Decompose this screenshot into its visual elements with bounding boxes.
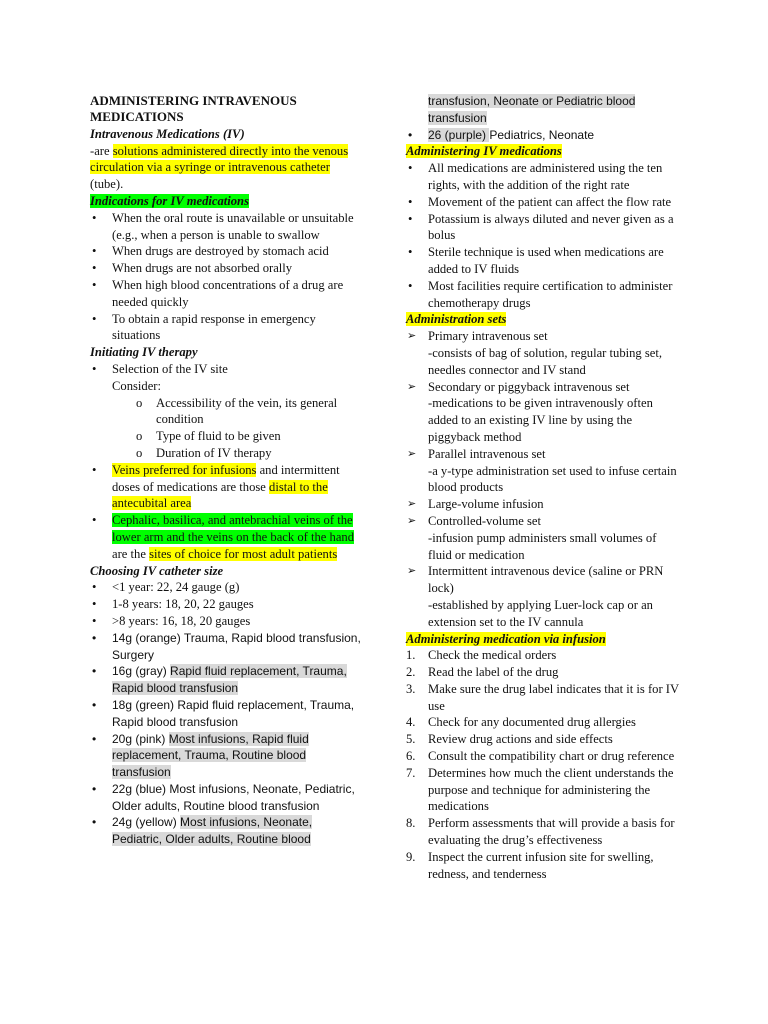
cephalic-highlight: Cephalic, basilica, and antebrachial veins of the lower arm and the veins on the back of the hand (112, 513, 354, 544)
gauge-highlight: Most infusions, Neonate, Pediatric, Older adults, Routine blood (112, 815, 313, 847)
list-item (406, 765, 682, 815)
iv-heading: Intravenous Medications (IV) (90, 126, 245, 141)
list-item: • Movement of the patient can affect the flow rate (406, 194, 682, 211)
indications-heading (90, 193, 362, 210)
list-item (406, 664, 682, 681)
indications-heading-text: Indications for IV medications (90, 194, 249, 208)
list-item (406, 849, 682, 883)
initiating-list (90, 361, 362, 563)
set-desc: -established by applying Luer-lock cap or an extension set to the IV cannula (428, 597, 653, 629)
gauge-highlight: Most infusions, Rapid fluid replacement, Trauma, Routine blood transfusion (112, 731, 309, 780)
gauge-text: Trauma, Rapid blood transfusion, Surgery (112, 630, 361, 662)
selection-text: Selection of the IV site (112, 361, 228, 376)
gauge-label: 18g (green) (112, 697, 175, 712)
list-item: • When the oral route is unavailable or unsuitable (e.g., when a person is unable to swallow (90, 210, 362, 244)
list-item (90, 630, 362, 664)
list-item: • <1 year: 22, 24 gauge (g) (90, 579, 362, 596)
list-item (406, 731, 682, 748)
document-title (90, 93, 362, 126)
admin-heading-text: Administering IV medications (406, 144, 562, 159)
step-number: 9. (406, 849, 416, 864)
cephalic-text: are the (112, 546, 150, 561)
infusion-heading (406, 631, 682, 648)
gauge-label: 16g (gray) (112, 664, 171, 679)
gauge-label: 14g (orange) (112, 630, 181, 645)
list-item (90, 663, 362, 697)
gauge-label: 24g (yellow) (112, 815, 181, 830)
initiating-heading: Initiating IV therapy (90, 345, 198, 360)
step-number: 4. (406, 715, 416, 730)
title-line-2: MEDICATIONS (90, 109, 184, 125)
list-item (406, 714, 682, 731)
iv-definition (90, 143, 362, 193)
list-item (406, 748, 682, 765)
gauge-text: Rapid fluid replacement, Trauma, Rapid blood transfusion (112, 697, 355, 729)
set-desc: -consists of bag of solution, regular tubing set, needles connector and IV stand (428, 345, 662, 377)
gauge-highlight: Rapid fluid replacement, Trauma, Rapid blood transfusion (112, 664, 347, 696)
iv-def-prefix: -are (90, 143, 113, 158)
sets-list (406, 328, 682, 630)
set-desc: -a y-type administration set used to infuse certain blood products (428, 463, 677, 495)
list-item (90, 361, 362, 462)
left-column (90, 93, 362, 848)
admin-heading (406, 143, 682, 160)
list-item: • When high blood concentrations of a drug are needed quickly (90, 277, 362, 311)
set-title: Large-volume infusion (428, 497, 544, 512)
step-number: 8. (406, 816, 416, 831)
list-item (406, 513, 682, 563)
step-text: Review drug actions and side effects (428, 732, 613, 747)
list-item (406, 647, 682, 664)
sets-heading-text: Administration sets (406, 312, 507, 327)
list-item: • When drugs are not absorbed orally (90, 260, 362, 277)
step-text: Consult the compatibility chart or drug reference (428, 749, 675, 764)
consider-list (134, 395, 362, 462)
list-item (90, 731, 362, 781)
step-number: 5. (406, 732, 416, 747)
set-title: Parallel intravenous set (428, 446, 546, 461)
list-item: o Duration of IV therapy (134, 445, 362, 462)
title-line-1: ADMINISTERING INTRAVENOUS (90, 93, 297, 108)
continued-highlight: transfusion, Neonate or Pediatric blood transfusion (428, 94, 636, 125)
iv-def-highlight: solutions administered directly into the venous circulation via a syringe or intravenous catheter (90, 143, 349, 175)
list-item (90, 512, 362, 562)
step-number: 3. (406, 681, 416, 696)
set-title: Intermittent intravenous device (saline or PRN lock) (428, 564, 664, 596)
indications-list (90, 210, 362, 344)
step-text: Inspect the current infusion site for swelling, redness, and tenderness (428, 849, 654, 881)
list-item (406, 446, 682, 496)
set-desc: -infusion pump administers small volumes of fluid or medication (428, 530, 657, 562)
list-item: • 1-8 years: 18, 20, 22 gauges (90, 596, 362, 613)
set-desc: -medications to be given intravenously often added to an existing IV line by using the piggyback method (428, 396, 653, 444)
list-item: • Sterile technique is used when medications are added to IV fluids (406, 244, 682, 278)
step-text: Determines how much the client understands the purpose and technique for administering the medications (428, 765, 674, 814)
gauge-text: Most infusions, Neonate, Pediatric, Older adults, Routine blood transfusion (112, 781, 355, 813)
step-text: Check for any documented drug allergies (428, 715, 636, 730)
gauge-text: Pediatrics, Neonate (489, 127, 595, 142)
list-item: • All medications are administered using the ten rights, with the addition of the right rate (406, 160, 682, 194)
step-text: Read the label of the drug (428, 665, 559, 680)
continued-text (406, 93, 682, 127)
list-item: o Type of fluid to be given (134, 428, 362, 445)
gauge-label: 20g (pink) (112, 731, 169, 746)
list-item (406, 815, 682, 849)
step-number: 2. (406, 665, 416, 680)
list-item (406, 681, 682, 715)
list-item (90, 697, 362, 731)
step-number: 7. (406, 765, 416, 780)
veins-highlight-2: distal to the antecubital area (112, 479, 328, 511)
veins-highlight: Veins preferred for infusions (112, 462, 257, 477)
list-item (90, 814, 362, 848)
list-item: • Most facilities require certification to administer chemotherapy drugs (406, 278, 682, 312)
step-text: Perform assessments that will provide a basis for evaluating the drug’s effectiveness (428, 816, 675, 848)
step-text: Check the medical orders (428, 648, 557, 663)
list-item: • Potassium is always diluted and never given as a bolus (406, 211, 682, 245)
list-item (406, 379, 682, 446)
set-title: Secondary or piggyback intravenous set (428, 379, 630, 394)
list-item (406, 328, 682, 378)
step-number: 6. (406, 749, 416, 764)
g26-list (406, 127, 682, 144)
catheter-size-list (90, 579, 362, 848)
sets-heading (406, 311, 682, 328)
admin-list (406, 160, 682, 311)
gauge-label: 22g (blue) (112, 781, 167, 796)
list-item: • To obtain a rapid response in emergency situations (90, 311, 362, 345)
gauge-label: 26 (purple) (428, 127, 490, 142)
iv-def-suffix: (tube). (90, 177, 124, 192)
list-item: o Accessibility of the vein, its general condition (134, 395, 362, 429)
infusion-steps (406, 647, 682, 882)
step-number: 1. (406, 648, 416, 663)
list-item (90, 462, 362, 512)
set-title: Controlled-volume set (428, 513, 541, 528)
list-item (406, 127, 682, 144)
infusion-heading-text: Administering medication via infusion (406, 631, 606, 646)
choosing-heading: Choosing IV catheter size (90, 563, 224, 578)
list-item: • When drugs are destroyed by stomach acid (90, 243, 362, 260)
list-item (406, 496, 682, 513)
right-column (406, 93, 682, 882)
veins-text: and intermittent doses of medications are those (112, 462, 340, 494)
set-title: Primary intravenous set (428, 329, 548, 344)
step-text: Make sure the drug label indicates that it is for IV use (428, 681, 679, 713)
list-item (406, 563, 682, 630)
list-item: • >8 years: 16, 18, 20 gauges (90, 613, 362, 630)
consider-label: Consider: (112, 378, 161, 393)
list-item (90, 781, 362, 815)
cephalic-highlight-2: sites of choice for most adult patients (149, 546, 338, 561)
